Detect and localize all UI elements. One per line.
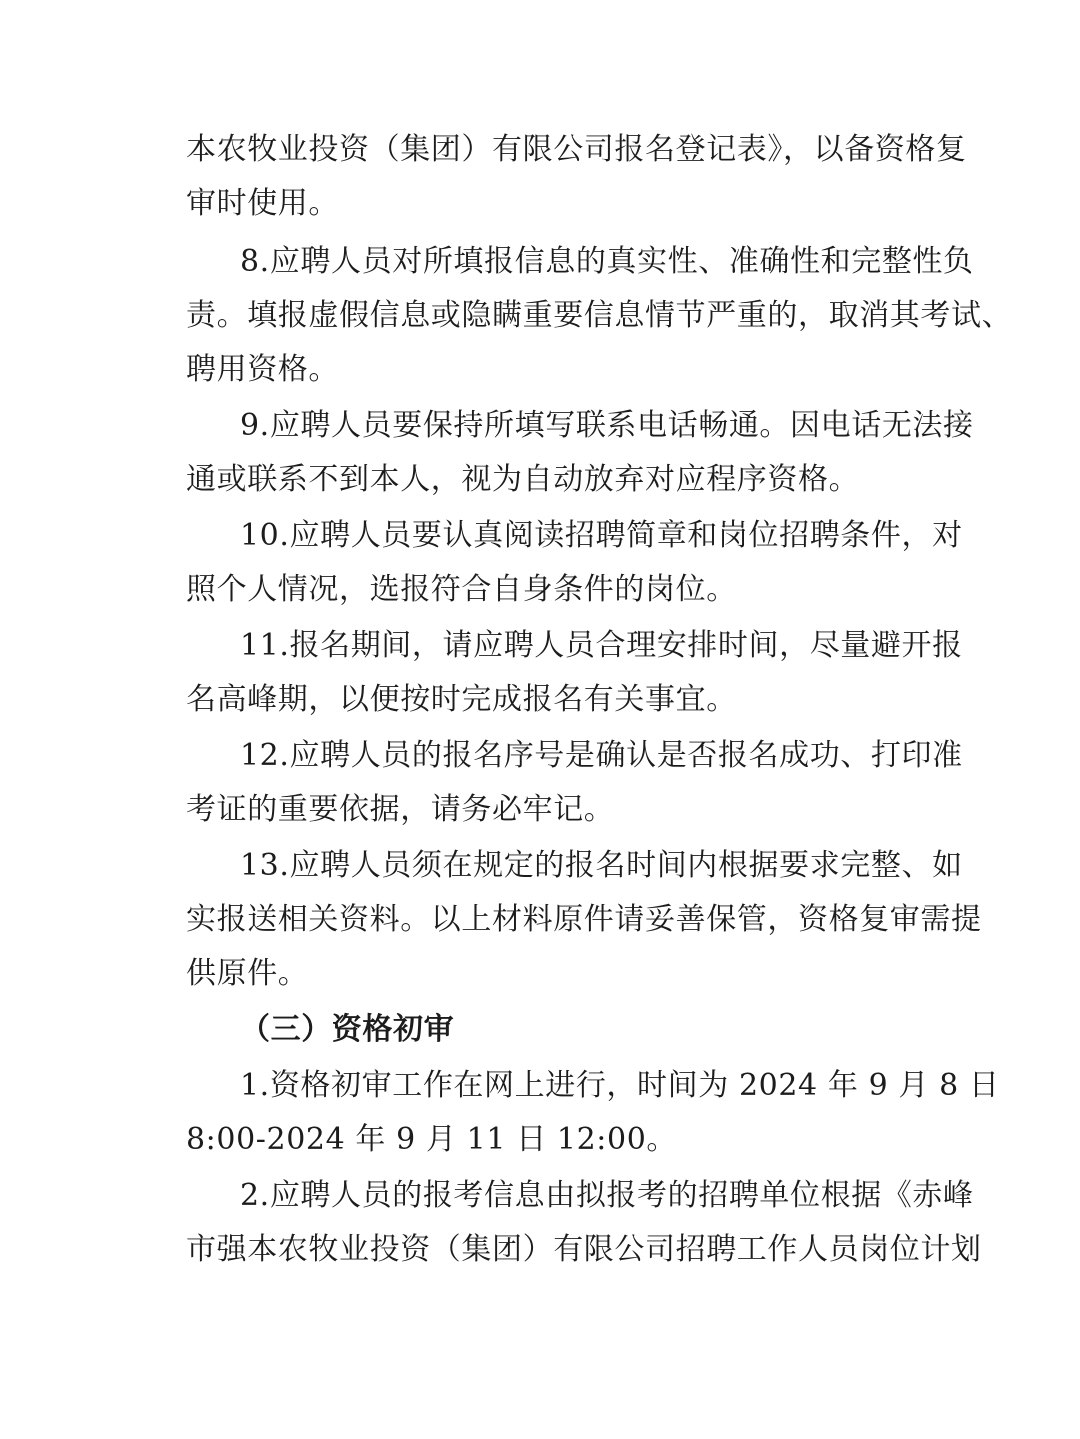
text-line: 市强本农牧业投资（集团）有限公司招聘工作人员岗位计划 (186, 1232, 982, 1267)
paragraph-item-2: 2.应聘人员的报考信息由拟报考的招聘单位根据《赤峰 (240, 1178, 974, 1213)
text-line: 考证的重要依据，请务必牢记。 (186, 792, 615, 827)
paragraph-item-10: 10.应聘人员要认真阅读招聘简章和岗位招聘条件，对 (240, 518, 963, 553)
text-line: 审时使用。 (186, 186, 339, 221)
text-line: 8:00-2024 年 9 月 11 日 12:00。 (186, 1122, 677, 1157)
text-line: 实报送相关资料。以上材料原件请妥善保管，资格复审需提 (186, 902, 982, 937)
paragraph-item-1: 1.资格初审工作在网上进行，时间为 2024 年 9 月 8 日 (240, 1068, 1000, 1103)
text-line: 名高峰期，以便按时完成报名有关事宜。 (186, 682, 737, 717)
section-heading: （三）资格初审 (240, 1012, 455, 1047)
text-line: 聘用资格。 (186, 352, 339, 387)
paragraph-item-11: 11.报名期间，请应聘人员合理安排时间，尽量避开报 (240, 628, 963, 663)
paragraph-item-13: 13.应聘人员须在规定的报名时间内根据要求完整、如 (240, 848, 963, 883)
text-line: 本农牧业投资（集团）有限公司报名登记表》，以备资格复 (186, 132, 967, 167)
paragraph-item-8: 8.应聘人员对所填报信息的真实性、准确性和完整性负 (240, 244, 974, 279)
text-line: 照个人情况，选报符合自身条件的岗位。 (186, 572, 737, 607)
text-line: 责。填报虚假信息或隐瞒重要信息情节严重的，取消其考试、 (186, 298, 1013, 333)
paragraph-item-9: 9.应聘人员要保持所填写联系电话畅通。因电话无法接 (240, 408, 974, 443)
text-line: 供原件。 (186, 956, 309, 991)
text-line: 通或联系不到本人，视为自动放弃对应程序资格。 (186, 462, 860, 497)
paragraph-item-12: 12.应聘人员的报名序号是确认是否报名成功、打印准 (240, 738, 963, 773)
